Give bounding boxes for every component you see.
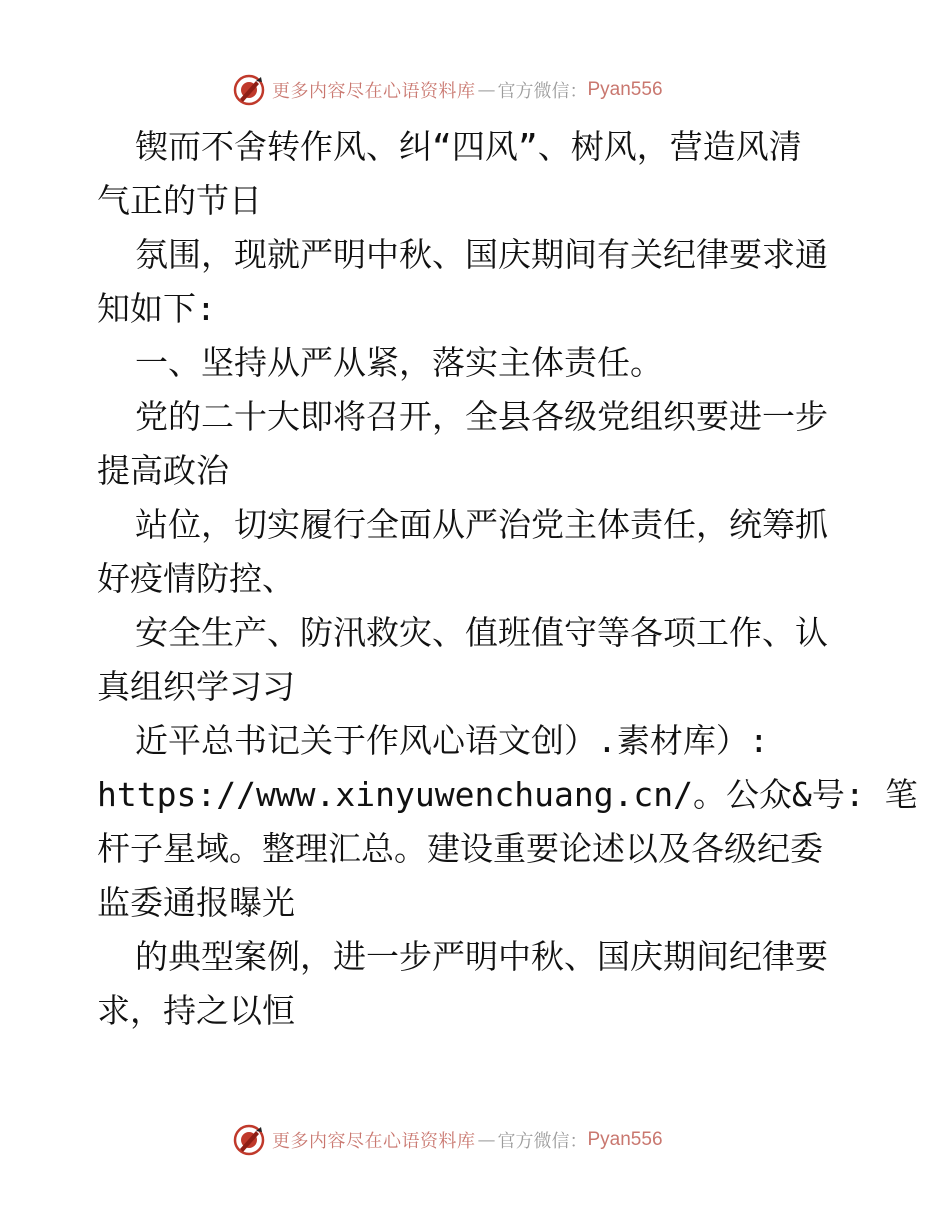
text-line: 好疫情防控、 <box>97 559 295 598</box>
text-line: 近平总书记关于作风心语文创）.素材库）: <box>135 721 769 760</box>
text-line: 氛围，现就严明中秋、国庆期间有关纪律要求通 <box>135 235 828 274</box>
header-banner <box>232 72 663 108</box>
document-body <box>97 120 918 1038</box>
banner-text: 更多内容尽在心语资料库 <box>272 81 476 102</box>
logo-icon <box>232 73 266 107</box>
text-line: 党的二十大即将召开，全县各级党组织要进一步 <box>135 397 828 436</box>
text-line: 一、坚持从严从紧，落实主体责任。 <box>135 343 663 382</box>
text-line: 气正的节日 <box>97 181 262 220</box>
banner-official-label: 官方微信： <box>497 1131 588 1152</box>
banner-wechat-id: Pyan556 <box>587 79 663 100</box>
text-line: 站位，切实履行全面从严治党主体责任，统筹抓 <box>135 505 828 544</box>
text-line: 提高政治 <box>97 451 229 490</box>
banner-official-label: 官方微信： <box>497 81 588 102</box>
text-line: 监委通报曝光 <box>97 883 295 922</box>
footer-banner <box>232 1122 663 1158</box>
banner-dash: — <box>477 79 496 101</box>
text-line: 杆子星域。整理汇总。建设重要论述以及各级纪委 <box>97 829 823 868</box>
banner-wechat-id: Pyan556 <box>587 1129 663 1150</box>
logo-icon <box>232 1123 266 1157</box>
text-line: 知如下: <box>97 289 216 328</box>
banner-dash: — <box>477 1129 496 1151</box>
text-line: 求，持之以恒 <box>97 991 295 1030</box>
text-line: https://www.xinyuwenchuang.cn/。公众&号: 笔 <box>97 775 918 814</box>
text-line: 真组织学习习 <box>97 667 295 706</box>
text-line: 锲而不舍转作风、纠“四风”、树风，营造风清 <box>135 127 802 166</box>
banner-text: 更多内容尽在心语资料库 <box>272 1131 476 1152</box>
text-line: 安全生产、防汛救灾、值班值守等各项工作、认 <box>135 613 828 652</box>
text-line: 的典型案例，进一步严明中秋、国庆期间纪律要 <box>135 937 828 976</box>
